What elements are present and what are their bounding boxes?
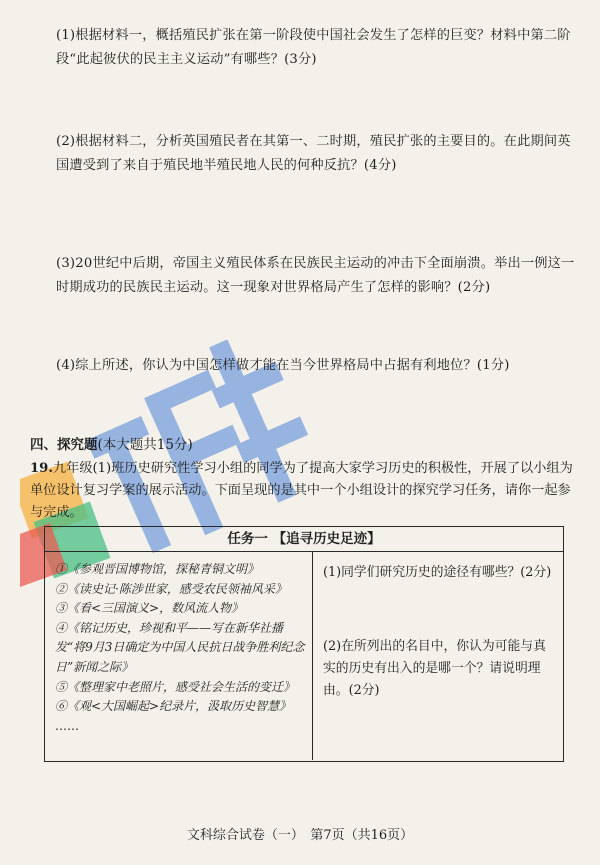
task-item: ④《铭记历史，珍视和平——写在新华社播发“将9月3日确定为中国人民抗日战争胜利纪念日”新闻之际》 — [55, 620, 305, 674]
question-4: (4)综上所述，你认为中国怎样做才能在当今世界格局中占据有利地位？(1分) — [56, 358, 510, 373]
task-table — [44, 526, 564, 762]
task-item: ⑤《整理家中老照片，感受社会生活的变迁》 — [55, 679, 296, 694]
task-items-column — [45, 552, 313, 760]
question-2: (2)根据材料二，分析英国殖民者在其第一、二时期，殖民扩张的主要目的。在此期间英国遭受到了来自于殖民地半殖民地人民的何种反抗？(4分) — [56, 134, 571, 173]
section-heading — [30, 434, 193, 456]
task-question-1: (1)同学们研究历史的途径有哪些？(2分) — [323, 565, 552, 580]
question-19-text: 九年级(1)班历史研究性学习小组的同学为了提高大家学习历史的积极性，开展了以小组为单位设计复习学案的展示活动。下面呈现的是其中一个小组设计的探究学习任务，请你一起参与完成。 — [30, 461, 573, 520]
task-item: ⑥《观<大国崛起>纪录片，汲取历史智慧》 — [55, 699, 292, 714]
task-item: …… — [55, 718, 79, 733]
question-1: (1)根据材料一，概括殖民扩张在第一阶段使中国社会发生了怎样的巨变？材料中第二阶段“此起彼伏的民主主义运动”有哪些？(3分) — [56, 28, 571, 67]
task-questions-column — [313, 552, 563, 760]
section-note: (本大题共15分) — [97, 437, 193, 453]
task-item: ②《读史记·陈涉世家，感受农民领袖风采》 — [55, 581, 287, 596]
task-item: ③《看<三国演义>，数风流人物》 — [55, 601, 244, 616]
section-title: 四、探究题 — [30, 437, 98, 453]
question-number: 19. — [30, 461, 53, 476]
question-19-intro — [30, 458, 580, 524]
page-footer: 文科综合试卷（一） 第7页（共16页） — [186, 828, 414, 843]
task-header: 任务一 【追寻历史足迹】 — [45, 527, 563, 552]
question-3: (3)20世纪中后期，帝国主义殖民体系在民族民主运动的冲击下全面崩溃。举出一例这一时期成功的民族民主运动。这一现象对世界格局产生了怎样的影响？(2分) — [56, 256, 575, 295]
task-item: ①《参观晋国博物馆，探秘青铜文明》 — [55, 562, 260, 576]
task-question-2: (2)在所列出的名目中，你认为可能与真实的历史有出入的是哪一个？请说明理由。(2分) — [323, 639, 546, 698]
